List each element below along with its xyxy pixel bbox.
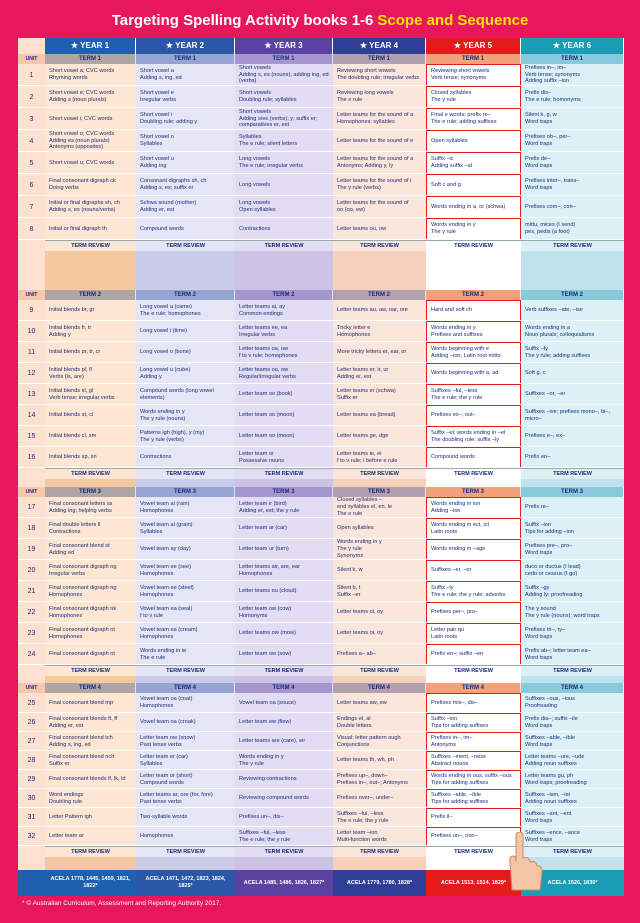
topic-cell: Final consonant digraph ng Irregular verbs <box>45 560 136 581</box>
topic-cell: Letter team ar (car) <box>235 518 333 539</box>
term-header: TERM 4 <box>426 683 521 693</box>
topic-cell: Silent k, w <box>333 560 426 581</box>
topic-cell: Letter teams au, aw, oar, ore <box>333 300 426 321</box>
topic-cell: Two-syllable words <box>136 808 235 827</box>
topic-cell: Suffixes –ful, –less The e rule; the y rule <box>235 827 333 846</box>
term-header: TERM 1 <box>521 54 624 64</box>
unit-label: UNIT <box>18 683 45 693</box>
topic-cell: Vowel team ee (see) Homophones <box>136 560 235 581</box>
topic-cell: Letter teams er, ir, ur Adding er, est <box>333 363 426 384</box>
topic-cell: Letter team ur (turn) <box>235 539 333 560</box>
unit-number: 3 <box>29 115 34 123</box>
topic-cell: Final consonant blend tch Adding s, ing, ed <box>45 732 136 751</box>
unit-label: UNIT <box>18 487 45 497</box>
topic-cell: Letter teams er (schwa) Suffix er <box>333 384 426 405</box>
topic-cell: Letter teams ai, ay Common endings <box>235 300 333 321</box>
acara-codes-5: ACELA 1513, 1514, 1829* <box>426 870 521 896</box>
topic-cell: Compound words <box>136 218 235 240</box>
topic-cell: Vowel team oa (croak) <box>136 713 235 732</box>
topic-cell: Short vowels Adding s, es (nouns); adding ing, ed (verbs) <box>235 64 333 86</box>
topic-cell: Initial or final digraphs sh, ch Adding s, es (nouns/verbs) <box>45 196 136 218</box>
term-review-label: TERM REVIEW <box>136 240 235 251</box>
topic-cell: Letter teams aw, ew <box>333 693 426 713</box>
topic-cell: Suffixes –ful, –less The e rule; the y rule <box>426 384 521 405</box>
topic-cell: Short vowel e; CVC words Adding s (noun plurals) <box>45 86 136 108</box>
term-review-label: TERM REVIEW <box>521 846 624 857</box>
unit-number: 13 <box>27 391 36 398</box>
topic-cell: Prefix de– Word traps <box>521 152 624 174</box>
topic-cell: Closed syllables – end syllables el, en, le The e rule <box>333 497 426 518</box>
topic-cell: Vowel team ea (cream) Homophones <box>136 623 235 644</box>
topic-cell: Final consonant digraph nt Homophones <box>45 623 136 644</box>
unit-number: 9 <box>29 307 34 314</box>
term-review-label: TERM REVIEW <box>426 240 521 251</box>
topic-cell: Short vowel a; CVC words Rhyming words <box>45 64 136 86</box>
acara-codes-6: ACELA 1526, 1830* <box>521 870 624 896</box>
term-review-label: TERM REVIEW <box>136 468 235 479</box>
topic-cell: Words ending in y The y rule <box>235 751 333 770</box>
term-review-label: TERM REVIEW <box>235 468 333 479</box>
acara-codes-3: ACELA 1485, 1486, 1826, 1827* <box>235 870 333 896</box>
term-review-label: TERM REVIEW <box>136 846 235 857</box>
topic-cell: Vowel team oa (souce) <box>235 693 333 713</box>
topic-cell: Prefix en–; suffix –en <box>426 644 521 665</box>
topic-cell: Prefixes e–, ex– <box>521 426 624 447</box>
term-review-label: TERM REVIEW <box>521 240 624 251</box>
topic-cell: Final consonant blend mp <box>45 693 136 713</box>
topic-cell: Letter teams ge, dge <box>333 426 426 447</box>
topic-cell: Final consonant blend nch Suffix er <box>45 751 136 770</box>
topic-cell: Letter Pattern igh <box>45 808 136 827</box>
topic-cell: Patterns igh (high), y (my) The y rule (verbs) <box>136 426 235 447</box>
topic-cell: Silent b, t Suffix –er <box>333 581 426 602</box>
topic-cell: Prefixes over–, under– <box>333 789 426 808</box>
topic-cell: Letter team oo (moon) <box>235 405 333 426</box>
topic-cell: Final double letters ll Contractions <box>45 518 136 539</box>
topic-cell: Suffixes –able, –ible Tips for adding suffixes <box>426 789 521 808</box>
unit-number: 25 <box>27 699 36 707</box>
topic-cell: Letter teams ou (cloud) <box>235 581 333 602</box>
topic-cell: Reviewing contractions <box>235 770 333 789</box>
topic-cell: Letter team oo (moon) <box>235 426 333 447</box>
topic-cell: Prefixes un–, dis– <box>235 808 333 827</box>
subtitle-text: Scope and Sequence <box>377 12 529 29</box>
acara-codes-2: ACELA 1471, 1472, 1823, 1824, 1825* <box>136 870 235 896</box>
topic-cell: Short vowel u Adding ing <box>136 152 235 174</box>
topic-cell: Vowel team ee (steel) Homophones <box>136 581 235 602</box>
topic-cell: Prefix dis– The e rule; homonyms <box>521 86 624 108</box>
unit-number: 4 <box>29 137 34 145</box>
topic-cell: Letter team ow (cow) Homonyms <box>235 602 333 623</box>
topic-cell: Endings el, al Double letters <box>333 713 426 732</box>
unit-number: 6 <box>29 181 34 189</box>
topic-cell: Letter team or Possessive nouns <box>235 447 333 468</box>
unit-number: 19 <box>27 546 36 553</box>
topic-cell: Consonant digraphs sh, ch Adding s, es; suffix er <box>136 174 235 196</box>
term-review-label: TERM REVIEW <box>426 846 521 857</box>
topic-cell: Long vowels <box>235 174 333 196</box>
topic-cell: Prefixes tri–, ty– Word traps <box>521 623 624 644</box>
topic-cell: Long vowels The e rule; irregular verbs <box>235 152 333 174</box>
topic-cell: Long vowels Open syllables <box>235 196 333 218</box>
topic-cell: Silent k, g, w Word traps <box>521 108 624 130</box>
topic-cell: Letter teams air, are, ear Homophones <box>235 560 333 581</box>
topic-cell: Suffixes –or, –er <box>521 384 624 405</box>
topic-cell: Short vowel a Adding s, ing, ed <box>136 64 235 86</box>
topic-cell: Prefixes per–, pro– <box>426 602 521 623</box>
unit-number: 17 <box>27 504 36 511</box>
unit-number: 23 <box>27 630 36 637</box>
topic-cell: Final consonant blends lf, lk, ld <box>45 770 136 789</box>
topic-cell: Letter teams ow (mow) <box>235 623 333 644</box>
topic-cell: Letter team ow (sow) <box>235 644 333 665</box>
topic-cell: Prefix en– <box>521 447 624 468</box>
topic-cell: Initial blends sl, gl Verb tense; irregular verbs <box>45 384 136 405</box>
term-review-label: TERM REVIEW <box>333 240 426 251</box>
term-review-label: TERM REVIEW <box>45 665 136 676</box>
topic-cell: Words beginning with e Adding –ion; Latin root mitto <box>426 342 521 363</box>
topic-cell: Suffix –ion Tips for adding suffixes <box>426 713 521 732</box>
year-header-4[interactable]: ★ YEAR 4 <box>333 38 426 54</box>
topic-cell: More tricky letters er, ear, or <box>333 342 426 363</box>
topic-cell: Final consonant blends ft, ff Adding er, est <box>45 713 136 732</box>
topic-cell: Suffixes –ant, –ent Word traps <box>521 808 624 827</box>
term-header: TERM 3 <box>45 487 136 497</box>
unit-number: 28 <box>27 757 36 764</box>
term-header: TERM 1 <box>45 54 136 64</box>
topic-cell: Words ending in y The y rule (nouns) <box>136 405 235 426</box>
topic-cell: Contractions <box>235 218 333 240</box>
topic-cell: Letter teams are (care), eir <box>235 732 333 751</box>
year-header-5[interactable]: ★ YEAR 5 <box>426 38 521 54</box>
acara-codes-4: ACELA 1779, 1780, 1828* <box>333 870 426 896</box>
topic-cell: Compound words <box>426 447 521 468</box>
topic-cell: Words ending in ect, ict Latin roots <box>426 518 521 539</box>
topic-cell: Final consonant blend st Adding ed <box>45 539 136 560</box>
term-review-label: TERM REVIEW <box>426 665 521 676</box>
topic-cell: Open syllables <box>333 518 426 539</box>
topic-cell: Short vowel o; CVC words Adding es (noun plurals) Antonyms (opposites) <box>45 130 136 152</box>
unit-number: 20 <box>27 567 36 574</box>
term-review-label: TERM REVIEW <box>235 240 333 251</box>
term-review-label: TERM REVIEW <box>235 665 333 676</box>
topic-cell: Short vowel e Irregular verbs <box>136 86 235 108</box>
topic-cell: Reviewing short vowels The doubling rule; irregular verbs <box>333 64 426 86</box>
topic-cell: Suffix –gy Adding ly; proofreading <box>521 581 624 602</box>
topic-cell: Words ending in y Prefixes and suffixes <box>426 321 521 342</box>
topic-cell: Letter teams oi, oy <box>333 623 426 644</box>
topic-cell: Short vowel i; CVC words <box>45 108 136 130</box>
topic-cell: Words ending in ie The e rule <box>136 644 235 665</box>
topic-cell: Letter pair qu Latin roots <box>426 623 521 644</box>
term-review-label: TERM REVIEW <box>136 665 235 676</box>
term-header: TERM 2 <box>333 290 426 300</box>
topic-cell: Prefix il– <box>426 808 521 827</box>
topic-cell: Compound words (long vowel elements) <box>136 384 235 405</box>
unit-number: 29 <box>27 776 36 783</box>
topic-cell: Vowel team ai (rain) Homophones <box>136 497 235 518</box>
term-review-label: TERM REVIEW <box>235 846 333 857</box>
term-review-label: TERM REVIEW <box>333 468 426 479</box>
topic-cell: Suffix –ion Tips for adding –ion <box>521 518 624 539</box>
term-review-label: TERM REVIEW <box>45 468 136 479</box>
term-header: TERM 1 <box>333 54 426 64</box>
topic-cell: Reviewing long vowels The e rule <box>333 86 426 108</box>
topic-cell: Short vowel u; CVC words <box>45 152 136 174</box>
term-header: TERM 2 <box>235 290 333 300</box>
unit-number: 10 <box>27 328 36 335</box>
topic-cell: Letter teams for the sound of a Homophones; syllables <box>333 108 426 130</box>
topic-cell: Initial blends pr, tr, cr <box>45 342 136 363</box>
topic-cell: Suffixes –ism, –ist Adding noun suffixes <box>521 789 624 808</box>
topic-cell: Prefixes com–, con– <box>521 196 624 218</box>
topic-cell: Hard and soft ch <box>426 300 521 321</box>
topic-cell: duco or ductus (I lead) cedo or cessus (I go) <box>521 560 624 581</box>
topic-cell: Words ending in y The y rule <box>426 218 521 240</box>
year-header-1[interactable]: ★ YEAR 1 <box>45 38 136 54</box>
topic-cell: Words ending in y The y rule Synonyms <box>333 539 426 560</box>
term-header: TERM 1 <box>136 54 235 64</box>
topic-cell: Vowel team ay (day) <box>136 539 235 560</box>
topic-cell: Initial blends st, cl <box>45 405 136 426</box>
topic-cell: Prefixes in–, im– Antonyms <box>426 732 521 751</box>
term-header: TERM 4 <box>136 683 235 693</box>
unit-number: 21 <box>27 588 36 595</box>
unit-label: UNIT <box>18 290 45 300</box>
unit-number: 24 <box>27 651 36 658</box>
topic-cell: Open syllables <box>426 130 521 152</box>
unit-number: 7 <box>29 203 34 211</box>
topic-cell: Letter teams for the sound of e <box>333 130 426 152</box>
topic-cell: Letter team ew (flew) <box>235 713 333 732</box>
topic-cell: Short vowel o Syllables <box>136 130 235 152</box>
topic-cell: Letter teams for the sound of oo (oo, ew) <box>333 196 426 218</box>
topic-cell: Suffixes –ive; prefixes mono–, bi–, micro– <box>521 405 624 426</box>
term-header: TERM 2 <box>426 290 521 300</box>
term-review-label: TERM REVIEW <box>521 665 624 676</box>
unit-number: 27 <box>27 738 36 745</box>
topic-cell: Long vowel i (time) <box>136 321 235 342</box>
term-header: TERM 3 <box>426 487 521 497</box>
topic-cell: Letter team ir (bird) Adding er, est; the y rule <box>235 497 333 518</box>
topic-cell: Short vowels Doubling rule; syllables <box>235 86 333 108</box>
topic-cell: Contractions <box>136 447 235 468</box>
unit-number: 1 <box>29 71 34 79</box>
unit-number: 12 <box>27 370 36 377</box>
topic-cell: Letter teams oa, ow Regular/irregular verbs <box>235 363 333 384</box>
acara-codes-1: ACELA 1778, 1445, 1459, 1821, 1822* <box>45 870 136 896</box>
topic-cell: Vowel team ai (grain) Syllables <box>136 518 235 539</box>
term-review-label: TERM REVIEW <box>45 846 136 857</box>
topic-cell: Prefixes pre–, pro– Word traps <box>521 539 624 560</box>
topic-cell: Initial blends br, gr <box>45 300 136 321</box>
topic-cell: Verb suffixes –ate, –ise <box>521 300 624 321</box>
topic-cell: Letter teams ie, ei f to v rule; i before e rule <box>333 447 426 468</box>
topic-cell: The y sound The y rule (nouns); word traps <box>521 602 624 623</box>
topic-cell: Final consonant digraph ng Homophones <box>45 581 136 602</box>
topic-cell: Final consonant letters ss Adding ing; helping verbs <box>45 497 136 518</box>
topic-cell: Prefixes inter–, trans– Word traps <box>521 174 624 196</box>
unit-number: 5 <box>29 159 34 167</box>
unit-number: 15 <box>27 433 36 440</box>
topic-cell: Tricky letter e Homophones <box>333 321 426 342</box>
topic-cell: Reviewing compound words <box>235 789 333 808</box>
topic-cell: Letter teams ee, ea Irregular verbs <box>235 321 333 342</box>
topic-cell: Letter teams ou, ow <box>333 218 426 240</box>
term-header: TERM 4 <box>333 683 426 693</box>
topic-cell: Letter teams ea (bread) <box>333 405 426 426</box>
unit-number: 26 <box>27 719 36 726</box>
topic-cell: Letter team er (car) Syllables <box>136 751 235 770</box>
topic-cell: Suffixes –ous, –ious Proofreading <box>521 693 624 713</box>
topic-cell: Letter team oo (book) <box>235 384 333 405</box>
topic-cell: Prefix re– <box>521 497 624 518</box>
term-review-label: TERM REVIEW <box>521 468 624 479</box>
topic-cell: Suffixes –er, –or <box>426 560 521 581</box>
topic-cell: Schwa sound (mother) Adding er, est <box>136 196 235 218</box>
topic-cell: Words ending in ion Adding –ion <box>426 497 521 518</box>
topic-cell: Words ending in ous, suffix –ous Tips for adding suffixes <box>426 770 521 789</box>
unit-number: 18 <box>27 525 36 532</box>
topic-cell: Letter team or (short) Compound words <box>136 770 235 789</box>
topic-cell: Long vowel u (cube) Adding y <box>136 363 235 384</box>
topic-cell: Letter team ar <box>45 827 136 846</box>
topic-cell: Letter teams oa, ow f to v rule; homophones <box>235 342 333 363</box>
topic-cell: Letter teams gu, ph Word traps; proofreading <box>521 770 624 789</box>
copyright-footnote: * © Australian Curriculum, Assessment and Reporting Authority 2017. <box>22 900 222 907</box>
topic-cell: Final consonant digraph nt <box>45 644 136 665</box>
term-review-label: TERM REVIEW <box>45 240 136 251</box>
topic-cell: Suffix –el; words ending in –el The doubling rule; suffix –ly <box>426 426 521 447</box>
topic-cell: Prefixes a– ab– <box>333 644 426 665</box>
topic-cell: Vowel team ea (seal) f to v rule <box>136 602 235 623</box>
topic-cell: Vowel team oa (coat) Homophones <box>136 693 235 713</box>
topic-cell: Words beginning with a, ad <box>426 363 521 384</box>
topic-cell: Initial or final digraph th <box>45 218 136 240</box>
topic-cell: Suffix –ly The e rule; the y rule; adverbs <box>426 581 521 602</box>
topic-cell: Soft c and g <box>426 174 521 196</box>
term-header: TERM 1 <box>235 54 333 64</box>
topic-cell: Letter teams ar, ore (for, fore) Past tense verbs <box>136 789 235 808</box>
topic-cell: Final consonant digraph nk Homophones <box>45 602 136 623</box>
term-header: TERM 2 <box>521 290 624 300</box>
term-review-label: TERM REVIEW <box>426 468 521 479</box>
topic-cell: Words ending in a Noun plurals; colloquialisms <box>521 321 624 342</box>
topic-cell: Suffixes –ence, –ance Word traps <box>521 827 624 846</box>
topic-cell: Prefixes mis–, dis– <box>426 693 521 713</box>
unit-number: 30 <box>27 795 36 802</box>
year-header-6[interactable]: ★ YEAR 6 <box>521 38 624 54</box>
topic-cell: mittu, mices (I send) pes, pedis (a foot) <box>521 218 624 240</box>
topic-cell: Long vowel a (came) The e rule; homophones <box>136 300 235 321</box>
topic-cell: Prefixes un–, non– <box>426 827 521 846</box>
topic-cell: Words ending in –age <box>426 539 521 560</box>
unit-number: 16 <box>27 454 36 461</box>
term-header: TERM 4 <box>45 683 136 693</box>
topic-cell: Syllables The e rule; silent letters <box>235 130 333 152</box>
topic-cell: Letter teams th, wh, ph <box>333 751 426 770</box>
unit-number: 11 <box>27 349 36 356</box>
topic-cell: Word endings Doubling rule <box>45 789 136 808</box>
topic-cell: Final e words; prefix re– The e rule; adding suffixes <box>426 108 521 130</box>
topic-cell: Prefixes ob–, per– Word traps <box>521 130 624 152</box>
topic-cell: Suffix –fy The y rule; adding suffixes <box>521 342 624 363</box>
topic-cell: Suffixes –ment, –ness Abstract nouns <box>426 751 521 770</box>
topic-cell: Suffixes –able, –ible Word traps <box>521 732 624 751</box>
title-text: Targeting Spelling Activity books 1-6 <box>111 12 374 29</box>
term-header: TERM 3 <box>136 487 235 497</box>
topic-cell: Words ending in a, or (schwa) <box>426 196 521 218</box>
topic-cell: Initial blends cl, sm <box>45 426 136 447</box>
topic-cell: Short vowels Adding s/es (verbs); y; suffix er; comparatives er, est <box>235 108 333 130</box>
term-header: TERM 3 <box>333 487 426 497</box>
term-header: TERM 4 <box>521 683 624 693</box>
unit-label: UNIT <box>18 54 45 64</box>
topic-cell: Short vowel i Doubling rule; adding y <box>136 108 235 130</box>
term-header: TERM 2 <box>136 290 235 300</box>
topic-cell: Prefixes ex–, out– <box>426 405 521 426</box>
term-header: TERM 1 <box>426 54 521 64</box>
year-header-2[interactable]: ★ YEAR 2 <box>136 38 235 54</box>
term-header: TERM 3 <box>235 487 333 497</box>
topic-cell: Soft g, c <box>521 363 624 384</box>
topic-cell: Final consonant digraph ck Doing verbs <box>45 174 136 196</box>
term-review-label: TERM REVIEW <box>333 665 426 676</box>
topic-cell: Long vowel o (bone) <box>136 342 235 363</box>
term-header: TERM 3 <box>521 487 624 497</box>
topic-cell: Letter team –ion Multi-function words <box>333 827 426 846</box>
topic-cell: Letter teams –ure, –ude Adding noun suffixes <box>521 751 624 770</box>
page-title <box>0 12 640 29</box>
topic-cell: Prefix ab–; letter team ea– Word traps <box>521 644 624 665</box>
topic-cell: Letter teams for the sound of a Antonyms; Adding y, ly <box>333 152 426 174</box>
term-header: TERM 4 <box>235 683 333 693</box>
unit-number: 14 <box>27 412 36 419</box>
term-header: TERM 2 <box>45 290 136 300</box>
year-header-3[interactable]: ★ YEAR 3 <box>235 38 333 54</box>
acara-spacer <box>18 870 45 896</box>
topic-cell: Homophones <box>136 827 235 846</box>
pointing-hand-icon <box>496 832 544 892</box>
topic-cell: Suffix –ic Adding suffix –al <box>426 152 521 174</box>
topic-cell: Initial blends fr, tr Adding y <box>45 321 136 342</box>
topic-cell: Suffixes –ful, –less The e rule; the y rule <box>333 808 426 827</box>
topic-cell: Visual: letter pattern ough Conjunctions <box>333 732 426 751</box>
term-review-label: TERM REVIEW <box>333 846 426 857</box>
unit-number: 32 <box>27 833 36 840</box>
topic-cell: Reviewing short vowels Verb tense; synonyms <box>426 64 521 86</box>
topic-cell: Letter team ow (snow) Past tense verbs <box>136 732 235 751</box>
topic-cell: Initial blends sp, sn <box>45 447 136 468</box>
unit-number: 31 <box>27 814 36 821</box>
topic-cell: Letter teams for the sound of i The y rule (verbs) <box>333 174 426 196</box>
topic-cell: Prefix dia–; suffix –ile Word traps <box>521 713 624 732</box>
topic-cell: Prefixes up–, down– Prefixes in–, out–; Antonyms <box>333 770 426 789</box>
topic-cell: Initial blends pl, fl Verbs (is, are) <box>45 363 136 384</box>
topic-cell: Prefixes in–, im– Verb tense; synonyms Adding suffix –ion <box>521 64 624 86</box>
unit-number: 2 <box>29 93 34 101</box>
topic-cell: Letter teams oi, oy <box>333 602 426 623</box>
unit-number: 22 <box>27 609 36 616</box>
topic-cell: Closed syllables The y rule <box>426 86 521 108</box>
unit-number: 8 <box>29 225 34 233</box>
